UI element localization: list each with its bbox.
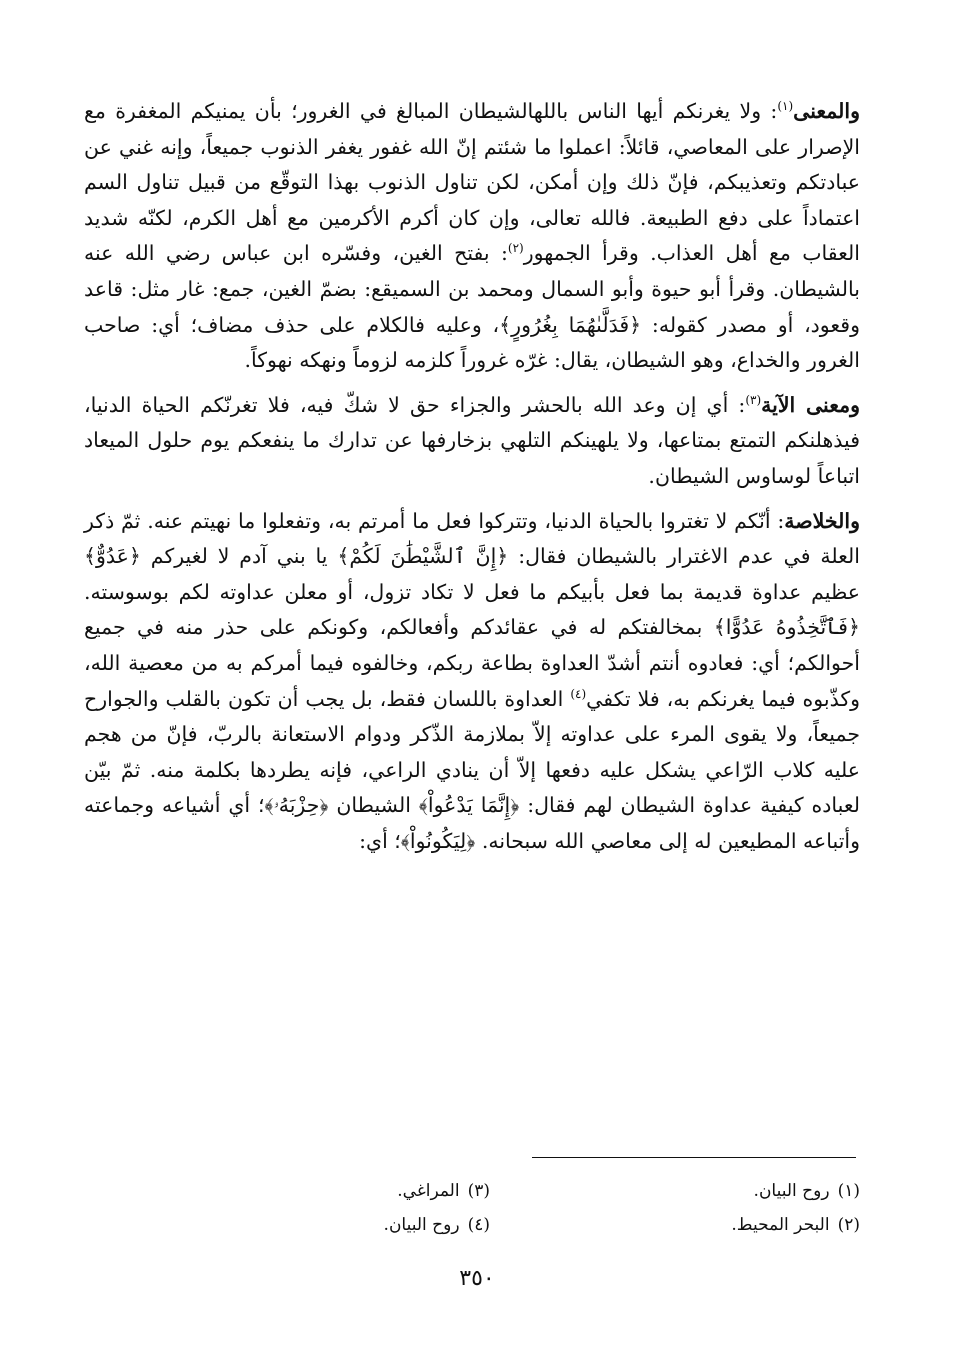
- footnote-text: روح البيان.: [383, 1215, 460, 1235]
- paragraph-text: : ولا يغرنكم أيها الناس باللهالشيطان المبالغ في الغرور؛ بأن يمنيكم المغفرة مع الإصرار على المعاصي، قائلاً: اعملوا ما شئتم إنّ الله غفور يغفر الذنوب جميعاً، وإنه غني عن عبادتكم وتعذيبكم، فإنّ ذلك وإن أمكن، لكن تناول الذنوب بهذا التوقّع من قبيل تناول السم اعتماداً على دفع الطبيعة. فالله تعالى، وإن كان أكرم الأكرمين مع أهل الكرم، لكنّه شديد العقاب مع أهل العذاب. وقرأ الجمهور: [84, 99, 861, 266]
- footnote-text: البحر المحيط.: [731, 1215, 830, 1235]
- footnote-number: (٤): [467, 1215, 490, 1235]
- footnotes: [120, 1174, 860, 1242]
- paragraph-text: العداوة باللسان فقط، بل يجب أن تكون بالقلب والجوارح جميعاً، ولا يقوى المرء على عداوته إلاّ بملازمة الذّكر ودوام الاستعانة بالربّ، فإنّ من هجم عليه كلاب الرّاعي يشكل عليه دفعها إلاّ أن ينادي الراعي، فإنه يطردها بكلمة منه. ثمّ بيّن لعباده كيفية عداوة الشيطان لهم فقال: ﴿إِنَّمَا يَدْعُواْ﴾ الشيطان ﴿حِزْبَهُۥ﴾؛ أي أشياعه وجماعته وأتباعه المطيعين له إلى معاصي الله سبحانه. ﴿لِيَكُونُواْ﴾؛ أي:: [84, 686, 860, 853]
- paragraph-verse-meaning: [84, 388, 860, 495]
- paragraph-summary: [84, 504, 860, 860]
- footnote-number: (٣): [467, 1181, 490, 1201]
- footnote-item: [490, 1174, 860, 1208]
- footnote-item: [120, 1208, 490, 1242]
- body-text: [84, 94, 860, 859]
- footnote-item: [120, 1174, 490, 1208]
- paragraph-lead: والخلاصة: [784, 508, 860, 533]
- footnote-text: المراغي.: [397, 1181, 460, 1201]
- paragraph-lead: ومعنى الآية: [761, 392, 861, 417]
- footnote-row: [120, 1208, 860, 1242]
- page-number: ٣٥٠: [459, 1266, 495, 1291]
- footnote-row: [120, 1174, 860, 1208]
- footnote-ref: (٤): [570, 686, 587, 701]
- paragraph-text: : بفتح الغين، وفسّره ابن عباس رضي الله عنه بالشيطان. وقرأ أبو حيوة وأبو السمال ومحمد بن السميقع: بضمّ الغين، جمع: غار مثل: قاعد وقعود، أو مصدر كقوله: ﴿فَدَلَّىٰهُمَا بِغُرُورٍ﴾، وعليه فالكلام على حذف مضاف؛ أي: صاحب الغرور والخداع، وهو الشيطان، يقال: غرّه غروراً كلزمه لزوماً ونهكه نهوكاً.: [84, 241, 860, 373]
- paragraph-text: : أي إن وعد الله بالحشر والجزاء حق لا شكّ فيه، فلا تغرنّكم الحياة الدنيا، فيذهلنكم التمتع بمتاعها، ولا يلهينكم التلهي بزخارفها عن تدارك ما ينفعكم يوم حلول الميعاد اتباعاً لوساوس الشيطان.: [84, 392, 860, 488]
- footnote-item: [490, 1208, 860, 1242]
- footnote-ref: (٣): [745, 392, 762, 407]
- footnote-divider: [532, 1157, 856, 1158]
- footnote-ref: (٢): [507, 241, 524, 256]
- footnote-text: روح البيان.: [753, 1181, 830, 1201]
- paragraph-meaning: [84, 94, 860, 379]
- footnote-number: (١): [837, 1181, 860, 1201]
- paragraph-lead: والمعنى: [793, 99, 860, 123]
- footnote-ref: (١): [777, 99, 794, 114]
- paragraph-text: : أنّكم لا تغتروا بالحياة الدنيا، وتتركوا فعل ما أمرتم به، وتفعلوا ما نهيتم عنه. ثمّ ذكر العلة في عدم الاغترار بالشيطان فقال: ﴿إِنَّ ٱلشَّيْطَٰنَ لَكُمْ﴾ يا بني آدم لا لغيركم ﴿عَدُوٌّ﴾ عظيم عداوة قديمة بما فعل بأبيكم ما فعل لا تكاد تزول، أو معلن عداوته لكم بوسوسته. ﴿فَٱتَّخِذُوهُ عَدُوًّا﴾ بمخالفتكم له في عقائدكم وأفعالكم، وكونكم على حذر منه في جميع أحوالكم؛ أي: فعادوه أنتم أشدّ العداوة بطاعة ربكم، وخالفوه فيما أمركم به من معصية الله، وكذّبوه فيما يغرنكم به، فلا تكفي: [84, 508, 861, 711]
- footnote-number: (٢): [837, 1215, 860, 1235]
